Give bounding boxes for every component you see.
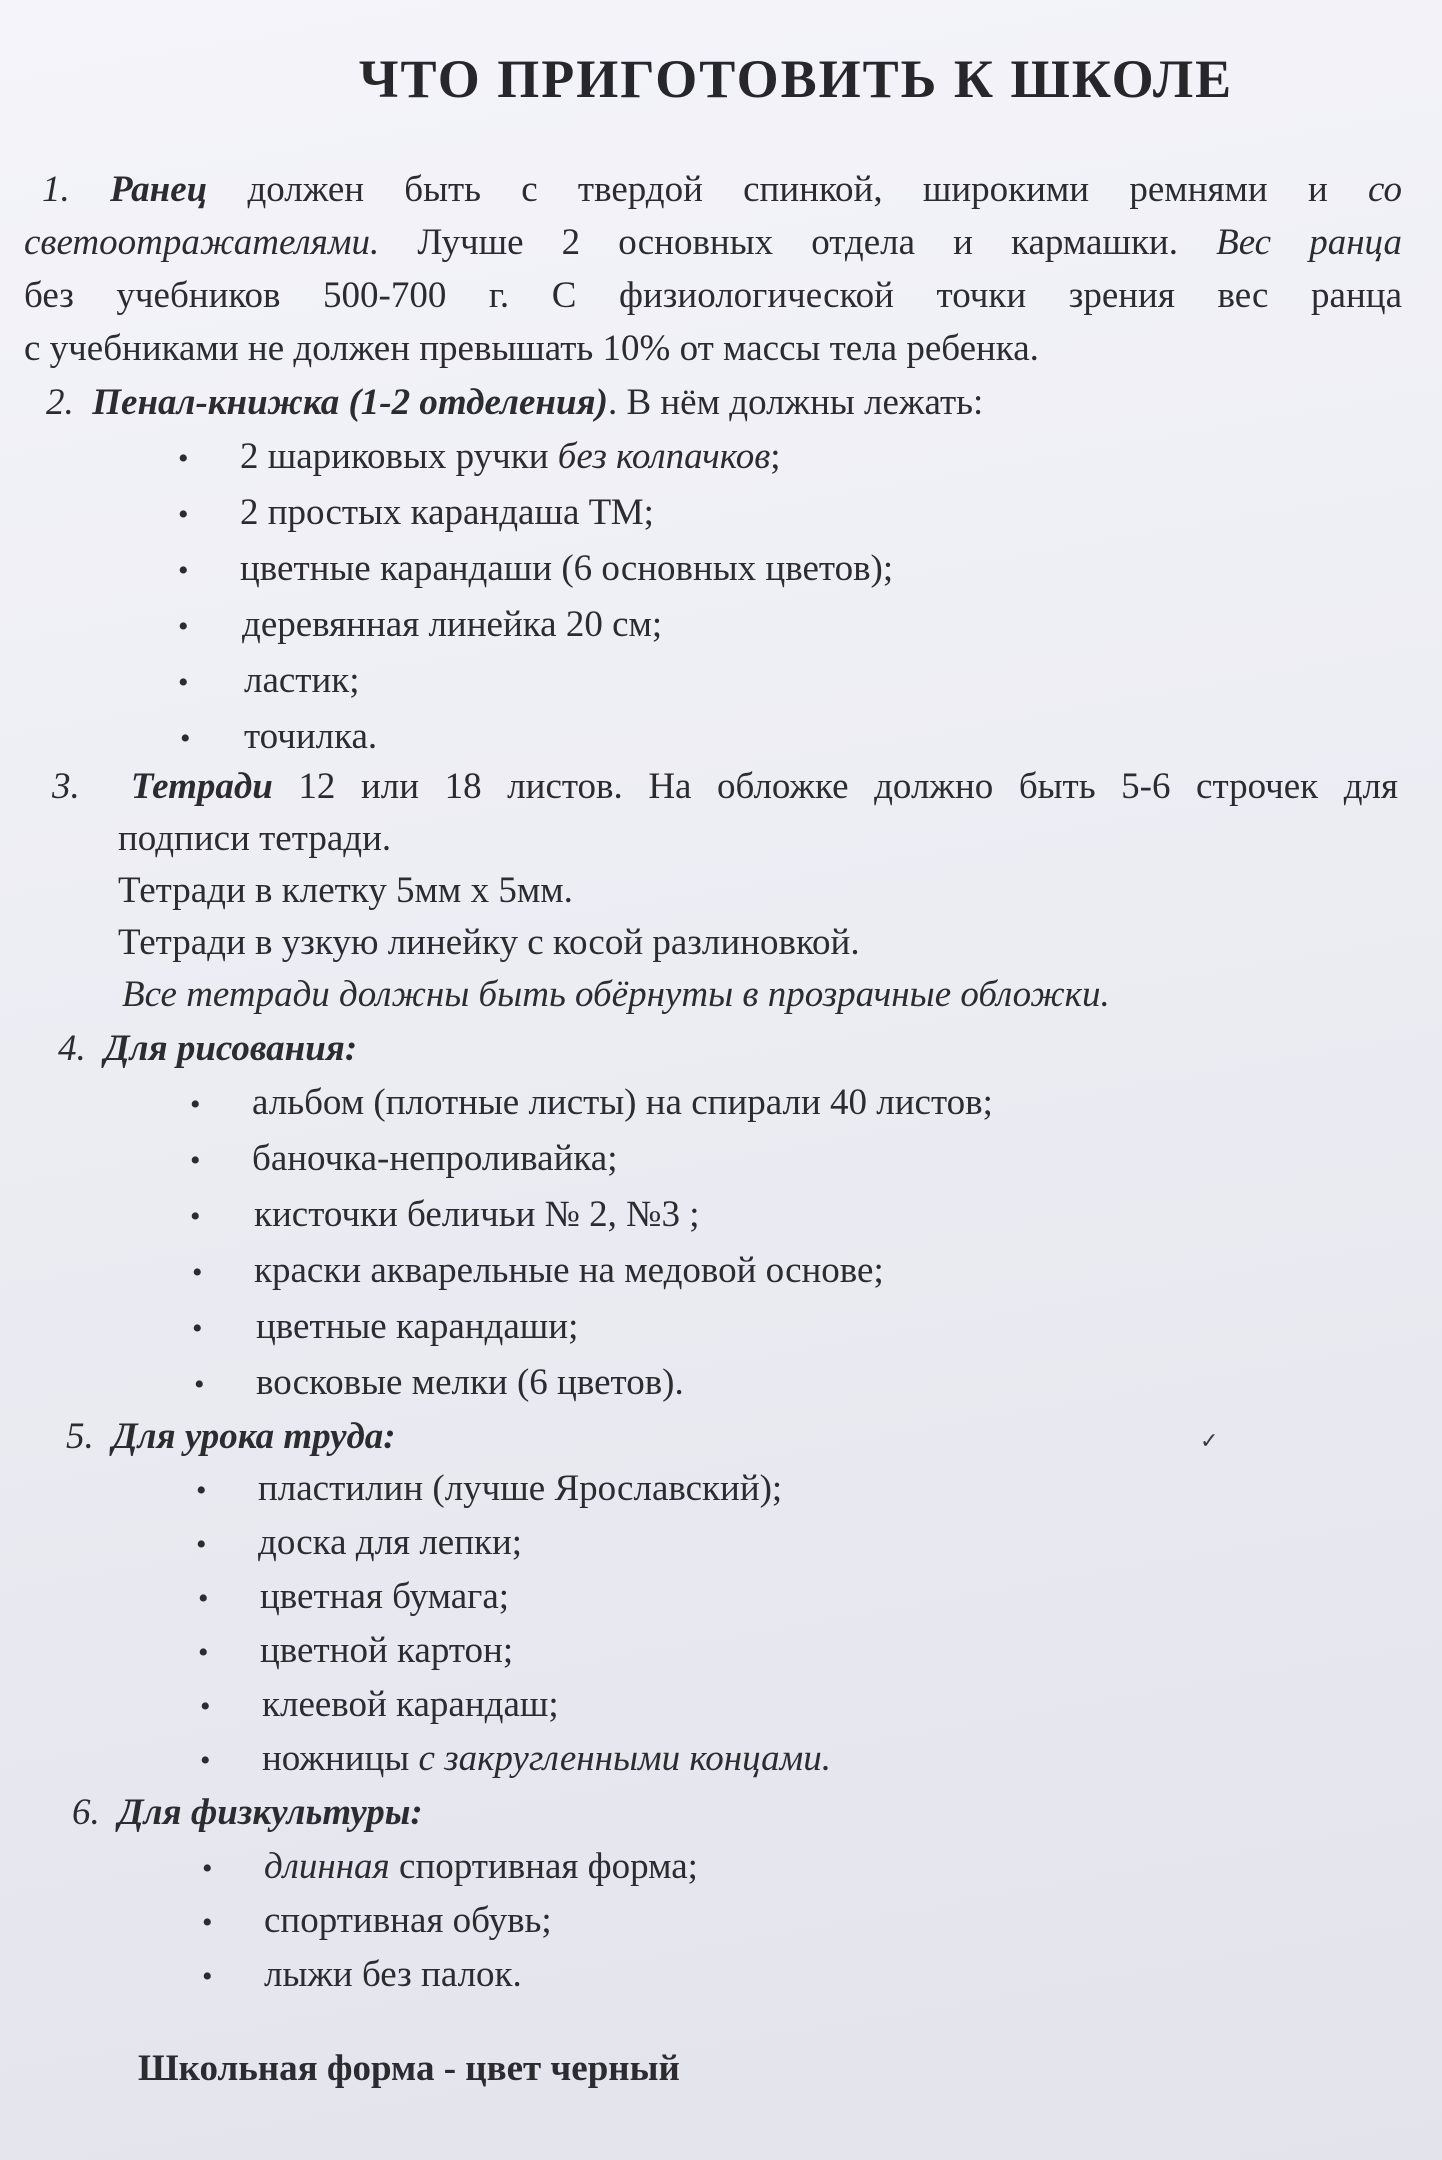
section6-number: 6. <box>72 1792 100 1833</box>
bullet-icon: • <box>192 1312 203 1345</box>
list-item <box>260 1628 513 1674</box>
section1-number: 1. <box>42 169 70 210</box>
list-item <box>262 1682 559 1728</box>
list-item <box>256 1304 578 1350</box>
bullet-icon: • <box>200 1690 211 1723</box>
list-item <box>244 658 360 704</box>
section5-heading-line <box>66 1414 396 1460</box>
section6-heading: Для физкультуры: <box>118 1792 423 1833</box>
list-item <box>254 1192 700 1238</box>
list-item-text: альбом (плотные листы) на спирали 40 листов; <box>252 1082 993 1123</box>
list-item <box>244 714 377 760</box>
section3-line4 <box>118 920 860 966</box>
list-item-text: 2 простых карандаша ТМ; <box>240 492 654 533</box>
section2-number: 2. <box>46 382 74 423</box>
section5-heading: Для урока труда: <box>112 1416 396 1457</box>
bullet-icon: • <box>198 1636 209 1669</box>
list-item-text: цветной картон; <box>260 1630 514 1671</box>
list-item <box>258 1466 782 1512</box>
bullet-icon: • <box>200 1744 211 1777</box>
list-item-text: цветные карандаши; <box>256 1306 579 1347</box>
school-uniform-note <box>138 2046 680 2092</box>
section2-heading: Пенал-книжка (1-2 отделения) <box>92 382 608 423</box>
bullet-icon: • <box>178 610 189 643</box>
list-item-italic: длинная <box>264 1846 390 1887</box>
page-title: ЧТО ПРИГОТОВИТЬ К ШКОЛЕ <box>358 49 1234 109</box>
section3-text-e: Все тетради должны быть обёрнуты в прозрачные обложки. <box>122 974 1110 1015</box>
section5-number: 5. <box>66 1416 94 1457</box>
list-item <box>264 1898 552 1944</box>
section1-line4 <box>24 326 1039 372</box>
list-item <box>254 1248 884 1294</box>
list-item-text: 2 шариковых ручки <box>240 436 558 477</box>
section3-text-a: 12 или 18 листов. На обложке должно быть 5-6 строчек для <box>272 766 1399 807</box>
list-item <box>256 1360 684 1406</box>
list-item-text: ластик; <box>244 660 360 701</box>
bullet-icon: • <box>178 554 189 587</box>
section1-line2 <box>24 220 1402 266</box>
list-item-text: спортивная обувь; <box>264 1900 552 1941</box>
list-item <box>242 602 662 648</box>
bullet-icon: • <box>202 1852 213 1885</box>
list-item-italic: без колпачков <box>557 436 771 477</box>
list-item <box>264 1844 698 1890</box>
list-item <box>240 490 654 536</box>
list-item-text: пластилин (лучше Ярославский); <box>258 1468 783 1509</box>
section1-text-b: со <box>1367 169 1402 210</box>
list-item <box>260 1574 509 1620</box>
list-item-text: цветная бумага; <box>260 1576 510 1617</box>
section3-text-d: Тетради в узкую линейку с косой разлиновкой. <box>118 922 860 963</box>
bullet-icon: • <box>190 1200 201 1233</box>
list-item <box>240 434 781 480</box>
section2-heading-rest: . В нём должны лежать: <box>607 382 984 423</box>
list-item-text: краски акварельные на медовой основе; <box>254 1250 884 1291</box>
list-item-text: доска для лепки; <box>258 1522 523 1563</box>
section1-text-a: должен быть с твердой спинкой, широкими ремнями и <box>207 169 1368 210</box>
section3-line2 <box>118 816 391 862</box>
section3-text-b: подписи тетради. <box>118 818 392 859</box>
list-item <box>258 1520 522 1566</box>
list-item-italic: с закругленными концами. <box>418 1738 831 1779</box>
list-item <box>262 1736 831 1782</box>
section3-line3 <box>118 868 573 914</box>
list-item-text: точилка. <box>244 716 378 757</box>
section2-heading-line <box>46 380 983 426</box>
section1-line3 <box>24 273 1402 319</box>
section3-line5 <box>122 972 1110 1018</box>
list-item-text: восковые мелки (6 цветов). <box>256 1362 684 1403</box>
list-item-text: лыжи без палок. <box>264 1954 522 1995</box>
list-item <box>252 1136 617 1182</box>
list-item-text: спортивная форма; <box>389 1846 698 1887</box>
bullet-icon: • <box>202 1960 213 1993</box>
bullet-icon: • <box>178 442 189 475</box>
section1-text-d: Лучше 2 основных отдела и кармашки. <box>379 222 1217 263</box>
list-item-text: баночка-непроливайка; <box>252 1138 618 1179</box>
section1-text-c: светоотражателями. <box>24 222 380 263</box>
list-item-text: клеевой карандаш; <box>262 1684 559 1725</box>
bullet-icon: • <box>194 1368 205 1401</box>
bullet-icon: • <box>180 722 191 755</box>
bullet-icon: • <box>196 1528 207 1561</box>
footer-text: Школьная форма - цвет черный <box>138 2048 680 2089</box>
list-item-text: цветные карандаши (6 основных цветов); <box>240 548 894 589</box>
section1-text-e: Вес ранца <box>1216 222 1403 263</box>
list-item-end: ; <box>770 436 781 477</box>
bullet-icon: • <box>198 1582 209 1615</box>
list-item <box>252 1080 993 1126</box>
list-item-text: ножницы <box>262 1738 419 1779</box>
bullet-icon: • <box>192 1256 203 1289</box>
section3-number: 3. <box>52 766 80 807</box>
section4-number: 4. <box>58 1028 86 1069</box>
list-item-text: кисточки беличьи № 2, №3 ; <box>254 1194 700 1235</box>
section1-line1 <box>42 167 1402 213</box>
section1-heading: Ранец <box>109 169 208 210</box>
bullet-icon: • <box>178 666 189 699</box>
list-item <box>240 546 893 592</box>
section3-line1 <box>52 764 1398 810</box>
section4-heading-line <box>58 1026 357 1072</box>
section4-heading: Для рисования: <box>104 1028 358 1069</box>
section6-heading-line <box>72 1790 423 1836</box>
bullet-icon: • <box>202 1906 213 1939</box>
list-item-text: деревянная линейка 20 см; <box>242 604 663 645</box>
bullet-icon: • <box>190 1088 201 1121</box>
section3-text-c: Тетради в клетку 5мм х 5мм. <box>118 870 573 911</box>
check-mark-icon: ✓ <box>1200 1428 1219 1453</box>
bullet-icon: • <box>190 1144 201 1177</box>
section1-text-f: без учебников 500-700 г. С физиологической точки зрения вес ранца <box>24 275 1402 316</box>
section1-text-g: с учебниками не должен превышать 10% от массы тела ребенка. <box>24 328 1039 369</box>
bullet-icon: • <box>178 498 189 531</box>
list-item <box>264 1952 522 1998</box>
section3-heading: Тетради <box>130 766 273 807</box>
bullet-icon: • <box>196 1474 207 1507</box>
